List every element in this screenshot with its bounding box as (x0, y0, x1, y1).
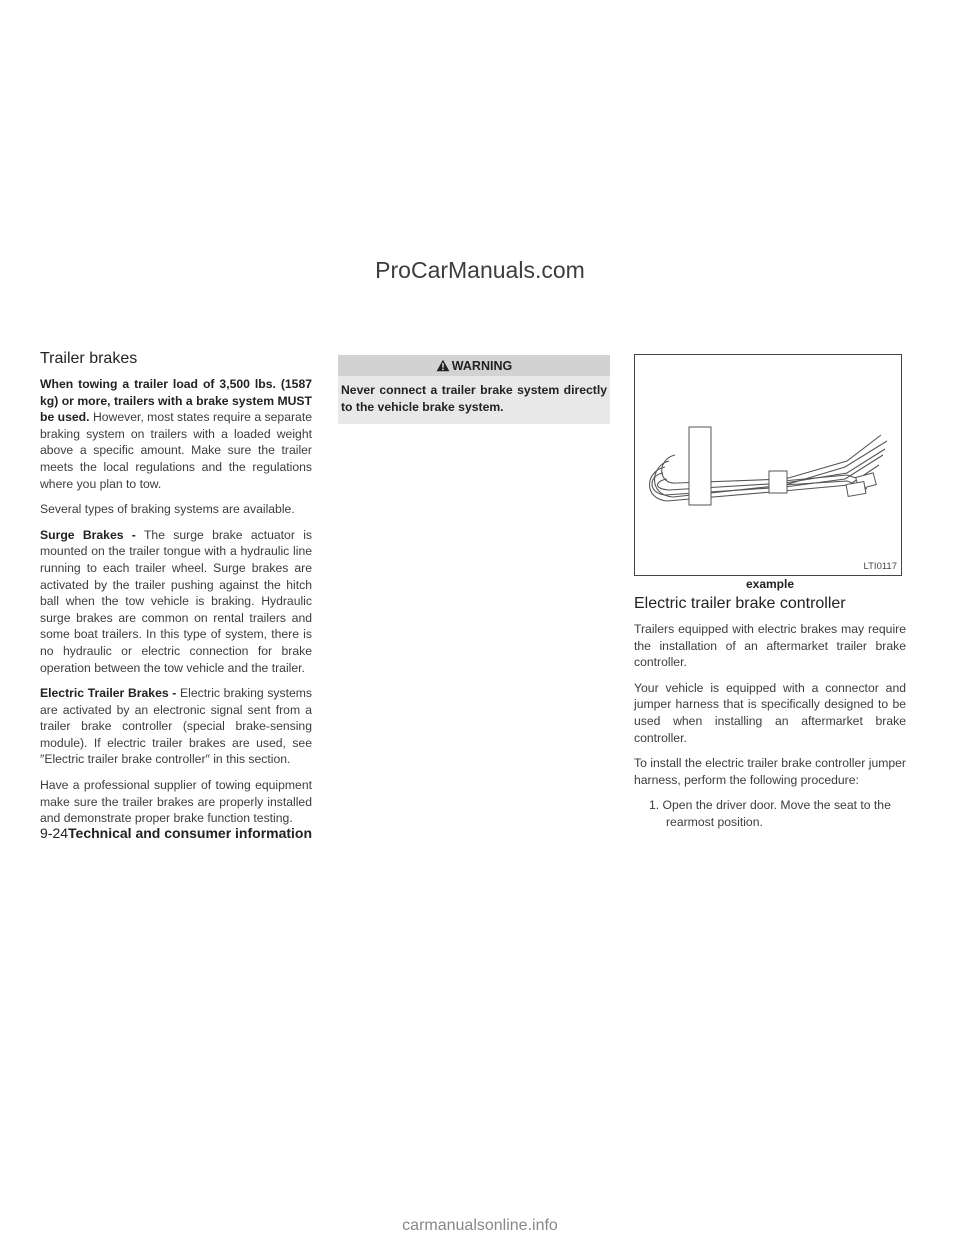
warning-title: WARNING (451, 358, 513, 373)
section-title-trailer-brakes: Trailer brakes (40, 350, 138, 367)
procedure-step: 1. Open the driver door. Move the seat to the rearmost position. (649, 798, 891, 829)
watermark-text: ProCarManuals.com (375, 257, 585, 283)
intro-bold: When towing a trailer load of 3,500 lbs. (1587 kg) or more, trailers with a brake system MUST be used. (40, 377, 312, 425)
electric-text: Electric braking systems are activated by an electronic signal sent from a trailer brake controller (special brake-sensing module). If electric trailer brakes are used, see ″Electric trailer brake controller″ in this section. (40, 686, 313, 767)
site-logo: carmanualsonline.info (402, 1217, 558, 1234)
column-brake-controller (634, 350, 906, 831)
chapter-title: Technical and consumer information (68, 825, 313, 841)
warning-triangle-icon (436, 359, 450, 372)
paragraph-controller-2: Your vehicle is equipped with a connector and jumper harness that is specifically designed to be used when installing an aftermarket brake controller. (634, 680, 906, 745)
intro-rest: However, most states require a separate braking system on trailers with a loaded weight above a specific amount. Make sure the trailer meets the local regulations and the regulations where you plan to tow. (40, 410, 312, 491)
paragraph-electric (40, 685, 312, 768)
surge-label: Surge Brakes - (40, 527, 136, 542)
warning-header (338, 355, 610, 376)
surge-text: The surge brake actuator is mounted on the trailer tongue with a hydraulic line running to each trailer wheel. Surge brakes are activated by the trailer pushing against the hitch ball when the tow vehicle is braking. Hydraulic surge brakes are common on rental trailers and some boat trailers. In this type of system, there is no hydraulic or electric connection for brake operation between the tow vehicle and the trailer. (40, 527, 313, 675)
procedure-steps (634, 797, 906, 830)
section-title-controller: Electric trailer brake controller (634, 595, 846, 612)
jumper-harness-illustration (635, 355, 901, 575)
paragraph-controller-3: To install the electric trailer brake controller jumper harness, perform the following procedure: (634, 756, 906, 787)
paragraph-types: Several types of braking systems are available. (40, 502, 295, 517)
warning-body: Never connect a trailer brake system directly to the vehicle brake system. (338, 376, 610, 424)
paragraph-controller-1: Trailers equipped with electric brakes may require the installation of an aftermarket trailer brake controller. (634, 622, 906, 670)
column-trailer-brakes (40, 350, 312, 836)
page-footer (40, 825, 312, 841)
page-number: 9-24 (40, 825, 69, 841)
figure-harness (634, 354, 902, 576)
paragraph-professional: Have a professional supplier of towing equipment make sure the trailer brakes are properly installed and demonstrate proper brake function testing. (40, 778, 312, 826)
paragraph-intro (40, 376, 312, 492)
paragraph-surge (40, 527, 312, 676)
figure-caption: example (745, 577, 795, 591)
electric-label: Electric Trailer Brakes - (40, 686, 177, 701)
figure-code: LTI0117 (863, 561, 897, 572)
column-warning (338, 350, 610, 424)
